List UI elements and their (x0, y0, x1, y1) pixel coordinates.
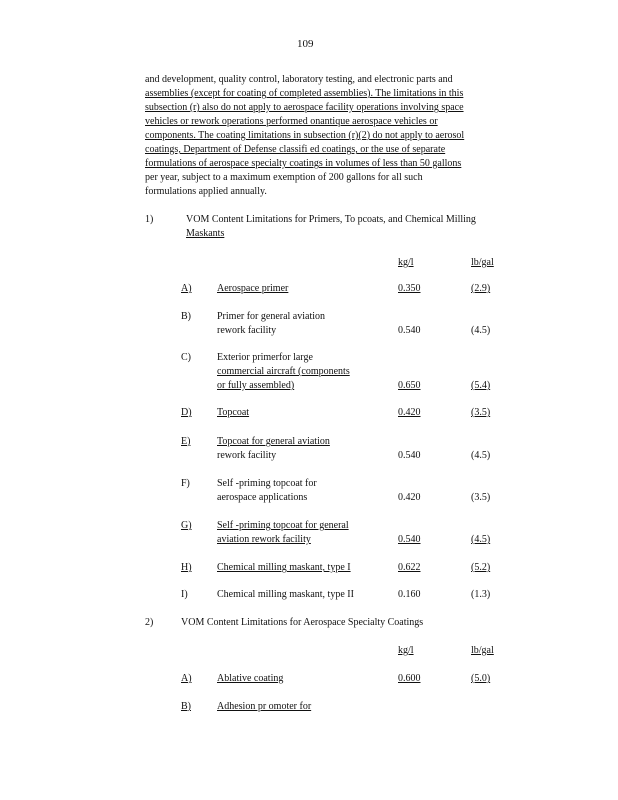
row-kg: 0.622 (398, 562, 421, 573)
row-letter: I) (181, 589, 188, 600)
paragraph-line: vehicles or rework operations performed onantique aerospace vehicles or (145, 116, 438, 127)
row-letter: C) (181, 352, 191, 363)
paragraph-line: assemblies (except for coating of completed assemblies). The limitations in this (145, 88, 464, 99)
row-item: Topcoat (217, 407, 250, 418)
section-1-number: 1) (145, 214, 154, 225)
row-letter: F) (181, 478, 190, 489)
row-lb: (5.0) (471, 673, 491, 684)
row-kg: 0.420 (398, 407, 421, 418)
row-letter: H) (181, 562, 192, 573)
row-kg: 0.540 (398, 534, 421, 545)
row-lb: (5.2) (471, 562, 491, 573)
paragraph-line: subsection (r) also do not apply to aerospace facility operations involving space (145, 102, 464, 113)
row-letter: G) (181, 520, 192, 531)
row-kg: 0.160 (398, 589, 421, 600)
row-item: Adhesion pr omoter for (217, 701, 312, 712)
row-kg: 0.540 (398, 450, 421, 461)
row-kg: 0.650 (398, 380, 421, 391)
row-kg: 0.420 (398, 492, 421, 503)
row-item: Chemical milling maskant, type I (217, 562, 351, 573)
row-item: Chemical milling maskant, type II (217, 589, 354, 600)
section-2-title: VOM Content Limitations for Aerospace Specialty Coatings (181, 617, 424, 628)
row-item: Topcoat for general aviation (217, 436, 330, 447)
row-item: Exterior primerfor large (217, 352, 313, 363)
row-letter: A) (181, 673, 192, 684)
section-2-col-kg: kg/l (398, 645, 414, 656)
row-item: rework facility (217, 325, 277, 336)
row-letter: B) (181, 311, 191, 322)
paragraph-line: formulations of aerospace specialty coatings in volumes of less than 50 gallons (145, 158, 462, 169)
paragraph-line: components. The coating limitations in subsection (r)(2) do not apply to aerosol (145, 130, 465, 141)
row-item: Self -priming topcoat for (217, 478, 317, 489)
row-lb: (5.4) (471, 380, 491, 391)
row-kg: 0.600 (398, 673, 421, 684)
paragraph-line: per year, subject to a maximum exemption of 200 gallons for all such (145, 172, 423, 183)
row-item: or fully assembled) (217, 380, 295, 391)
section-2-col-lb: lb/gal (471, 645, 494, 656)
row-kg: 0.540 (398, 325, 421, 336)
row-item: aerospace applications (217, 492, 308, 503)
paragraph-line: coatings, Department of Defense classifi ed coatings, or the use of separate (145, 144, 446, 155)
section-2-number: 2) (145, 617, 154, 628)
page-number: 109 (297, 38, 314, 50)
row-letter: D) (181, 407, 192, 418)
section-1-col-lb: lb/gal (471, 257, 494, 268)
section-1-col-kg: kg/l (398, 257, 414, 268)
row-item: Primer for general aviation (217, 311, 326, 322)
row-lb: (3.5) (471, 407, 491, 418)
row-letter: E) (181, 436, 191, 447)
row-letter: A) (181, 283, 192, 294)
row-item: Aerospace primer (217, 283, 289, 294)
row-item: Ablative coating (217, 673, 284, 684)
row-letter: B) (181, 701, 191, 712)
row-lb: (4.5) (471, 325, 491, 336)
row-lb: (2.9) (471, 283, 491, 294)
row-item: Self -priming topcoat for general (217, 520, 349, 531)
row-lb: (1.3) (471, 589, 491, 600)
row-item: aviation rework facility (217, 534, 311, 545)
row-lb: (3.5) (471, 492, 491, 503)
row-item: rework facility (217, 450, 277, 461)
section-1-title-line1: VOM Content Limitations for Primers, To pcoats, and Chemical Milling (186, 214, 476, 225)
row-kg: 0.350 (398, 283, 421, 294)
paragraph-line: and development, quality control, laboratory testing, and electronic parts and (145, 74, 453, 85)
row-lb: (4.5) (471, 534, 491, 545)
paragraph-line: formulations applied annually. (145, 186, 267, 197)
section-1-title-line2: Maskants (186, 228, 225, 239)
row-item: commercial aircraft (components (217, 366, 350, 377)
row-lb: (4.5) (471, 450, 491, 461)
